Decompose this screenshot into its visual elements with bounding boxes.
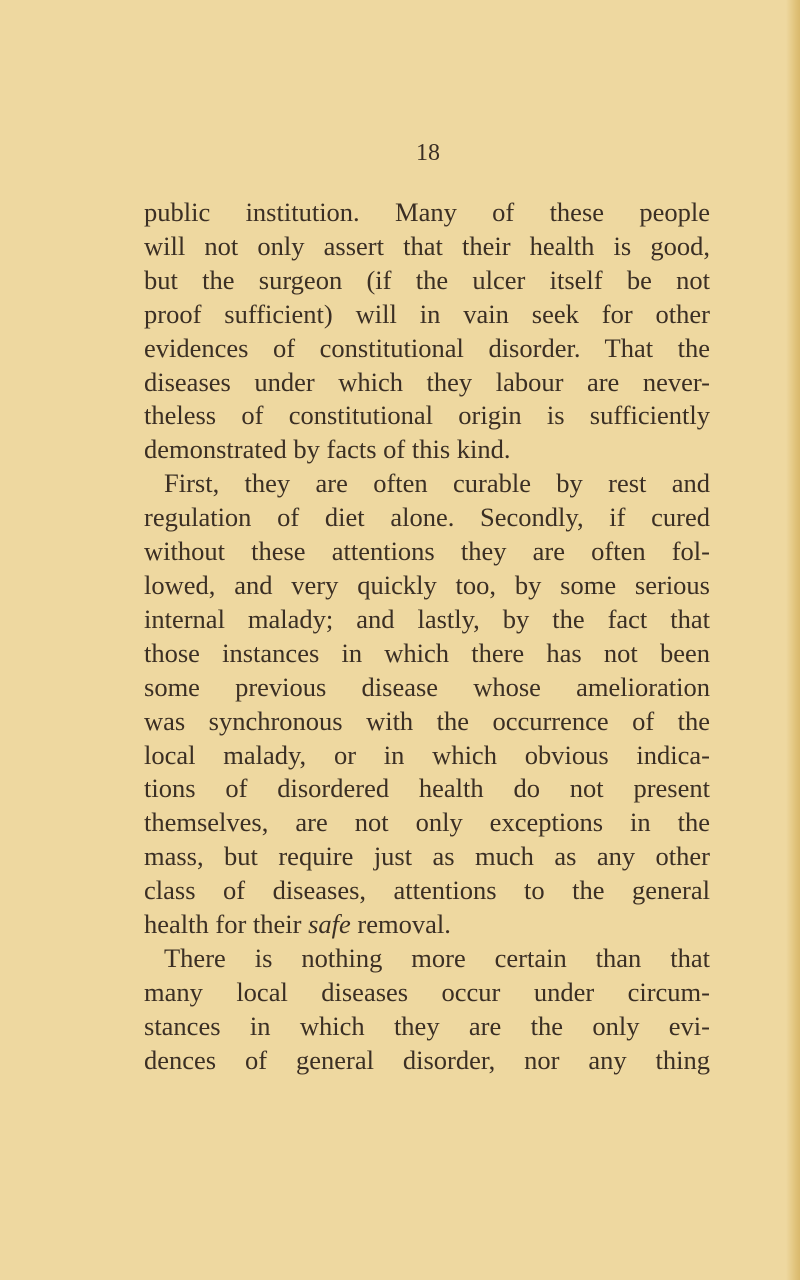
text-line: First, they are often curable by rest and — [164, 468, 710, 499]
text-line: but the surgeon (if the ulcer itself be not — [144, 264, 710, 295]
text-line: local malady, or in which obvious indica- — [144, 739, 710, 770]
text-line: will not only assert that their health is good, — [144, 230, 710, 261]
text-line: was synchronous with the occurrence of the — [144, 705, 710, 736]
text-line: dences of general disorder, nor any thing — [144, 1044, 710, 1075]
text-line: There is nothing more certain than that — [164, 942, 710, 973]
text-line: demonstrated by facts of this kind. — [144, 434, 511, 465]
text-line: mass, but require just as much as any other — [144, 841, 710, 872]
text-line-italic — [144, 908, 710, 942]
text-line: diseases under which they labour are never- — [144, 366, 710, 397]
italic-word: safe — [308, 909, 351, 940]
text-line: without these attentions they are often fol- — [144, 536, 710, 567]
page-edge — [786, 0, 800, 1280]
text-line: tions of disordered health do not present — [144, 773, 710, 804]
text-segment: health for their — [144, 909, 309, 940]
text-line: regulation of diet alone. Secondly, if cured — [144, 502, 710, 533]
text-segment: removal. — [350, 909, 451, 940]
text-line: evidences of constitutional disorder. That the — [144, 332, 710, 363]
text-line: theless of constitutional origin is sufficiently — [144, 400, 710, 431]
text-line: those instances in which there has not been — [144, 637, 710, 668]
text-line: lowed, and very quickly too, by some serious — [144, 569, 710, 600]
text-line: stances in which they are the only evi- — [144, 1010, 710, 1041]
text-line: proof sufficient) will in vain seek for other — [144, 298, 710, 329]
text-line: internal malady; and lastly, by the fact that — [144, 603, 710, 634]
text-line: themselves, are not only exceptions in the — [144, 807, 710, 838]
text-line: class of diseases, attentions to the general — [144, 875, 710, 906]
text-line: some previous disease whose amelioration — [144, 671, 710, 702]
body-text — [144, 196, 710, 1078]
text-line: many local diseases occur under circum- — [144, 976, 710, 1007]
page-number: 18 — [416, 140, 440, 166]
text-line: public institution. Many of these people — [144, 197, 710, 227]
